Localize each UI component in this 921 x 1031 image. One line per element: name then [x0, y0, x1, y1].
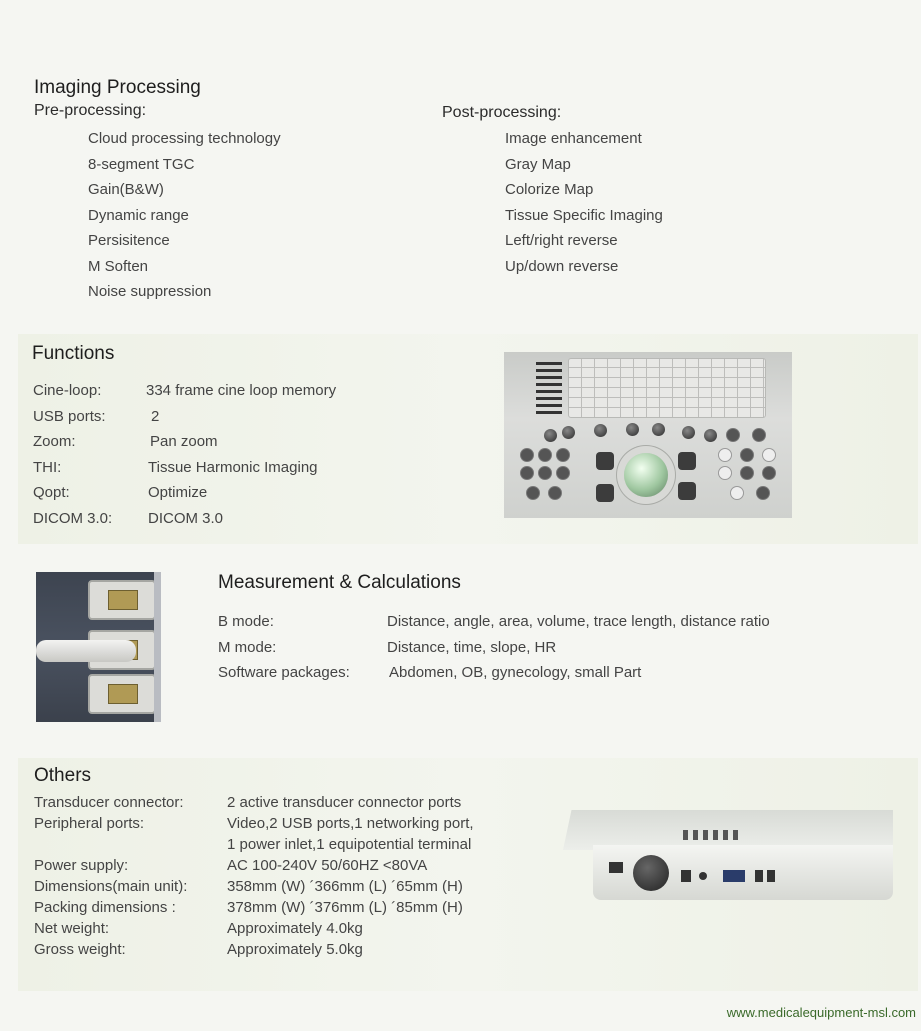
- table-row: [34, 813, 564, 834]
- list-item: Tissue Specific Imaging: [505, 206, 663, 224]
- functions-value: 2: [151, 407, 160, 425]
- functions-value: 334 frame cine loop memory: [146, 382, 337, 399]
- functions-value: Tissue Harmonic Imaging: [148, 458, 318, 476]
- table-row: [34, 834, 564, 855]
- list-item: Dynamic range: [88, 206, 189, 224]
- measurement-value: Distance, time, slope, HR: [387, 638, 557, 656]
- pre-processing-heading: Pre-processing:: [34, 102, 147, 119]
- imaging-title: Imaging Processing: [34, 77, 201, 98]
- functions-key: Cine-loop:: [33, 382, 102, 399]
- table-row: [34, 897, 564, 918]
- functions-value: Pan zoom: [150, 433, 218, 450]
- table-row: [33, 429, 483, 455]
- others-value: Approximately 5.0kg: [227, 941, 363, 958]
- transducer-connector-photo: [36, 572, 161, 722]
- functions-key: DICOM 3.0:: [33, 509, 113, 527]
- others-key: [34, 834, 227, 855]
- table-row: [218, 660, 908, 686]
- table-row: [218, 609, 908, 635]
- others-value: 1 power inlet,1 equipotential terminal: [227, 836, 472, 853]
- functions-key: USB ports:: [33, 407, 106, 425]
- table-row: [33, 378, 483, 404]
- table-row: [34, 876, 564, 897]
- measurement-value: Distance, angle, area, volume, trace length, distance ratio: [387, 613, 770, 630]
- others-value: AC 100-240V 50/60HZ <80VA: [227, 857, 428, 874]
- others-key: Packing dimensions :: [34, 899, 176, 916]
- list-item: Left/right reverse: [505, 232, 618, 249]
- measurement-value: Abdomen, OB, gynecology, small Part: [389, 664, 642, 681]
- functions-value: Optimize: [148, 484, 208, 501]
- table-row: [33, 480, 483, 506]
- measurement-key: Software packages:: [218, 664, 350, 681]
- functions-value: DICOM 3.0: [148, 509, 224, 527]
- table-row: [34, 792, 564, 813]
- functions-table: [33, 378, 483, 531]
- keyboard-keys: [568, 358, 766, 418]
- table-row: [33, 455, 483, 481]
- list-item: Image enhancement: [505, 130, 642, 147]
- pre-processing-list: [88, 126, 281, 305]
- website-url[interactable]: www.medicalequipment-msl.com: [726, 1005, 916, 1020]
- post-processing-heading: Post-processing:: [442, 104, 562, 121]
- list-item: Colorize Map: [505, 181, 594, 198]
- table-row: [33, 506, 483, 532]
- others-key: Gross weight:: [34, 941, 126, 958]
- list-item: Gain(B&W): [88, 181, 164, 198]
- table-row: [33, 404, 483, 430]
- others-value: Video,2 USB ports,1 networking port,: [227, 815, 474, 832]
- functions-title: Functions: [32, 343, 115, 364]
- list-item: Persisitence: [88, 232, 170, 249]
- functions-key: THI:: [33, 458, 62, 476]
- measurement-title: Measurement & Calculations: [218, 572, 461, 593]
- table-row: [34, 939, 564, 960]
- others-value: 378mm (W) ´376mm (L) ´85mm (H): [227, 899, 463, 916]
- others-value: 2 active transducer connector ports: [227, 794, 462, 811]
- table-row: [34, 855, 564, 876]
- others-key: Transducer connector:: [34, 794, 184, 811]
- list-item: Noise suppression: [88, 283, 212, 300]
- others-value: Approximately 4.0kg: [227, 920, 363, 937]
- others-title: Others: [34, 765, 92, 786]
- post-processing-list: [505, 126, 663, 279]
- measurement-key: B mode:: [218, 613, 274, 630]
- others-key: Peripheral ports:: [34, 815, 145, 832]
- others-key: Dimensions(main unit):: [34, 878, 188, 895]
- list-item: Gray Map: [505, 155, 571, 173]
- functions-key: Zoom:: [33, 433, 76, 450]
- table-row: [218, 635, 908, 661]
- others-table: [34, 792, 564, 960]
- control-panel-photo: [504, 352, 792, 518]
- measurement-table: [218, 609, 908, 686]
- others-key: Power supply:: [34, 857, 129, 874]
- others-key: Net weight:: [34, 920, 110, 937]
- functions-key: Qopt:: [33, 484, 70, 501]
- list-item: Cloud processing technology: [88, 130, 281, 147]
- list-item: Up/down reverse: [505, 257, 619, 275]
- list-item: M Soften: [88, 257, 149, 275]
- others-value: 358mm (W) ´366mm (L) ´65mm (H): [227, 878, 463, 895]
- rear-ports-photo: [563, 800, 893, 925]
- measurement-key: M mode:: [218, 638, 277, 656]
- list-item: 8-segment TGC: [88, 155, 195, 173]
- table-row: [34, 918, 564, 939]
